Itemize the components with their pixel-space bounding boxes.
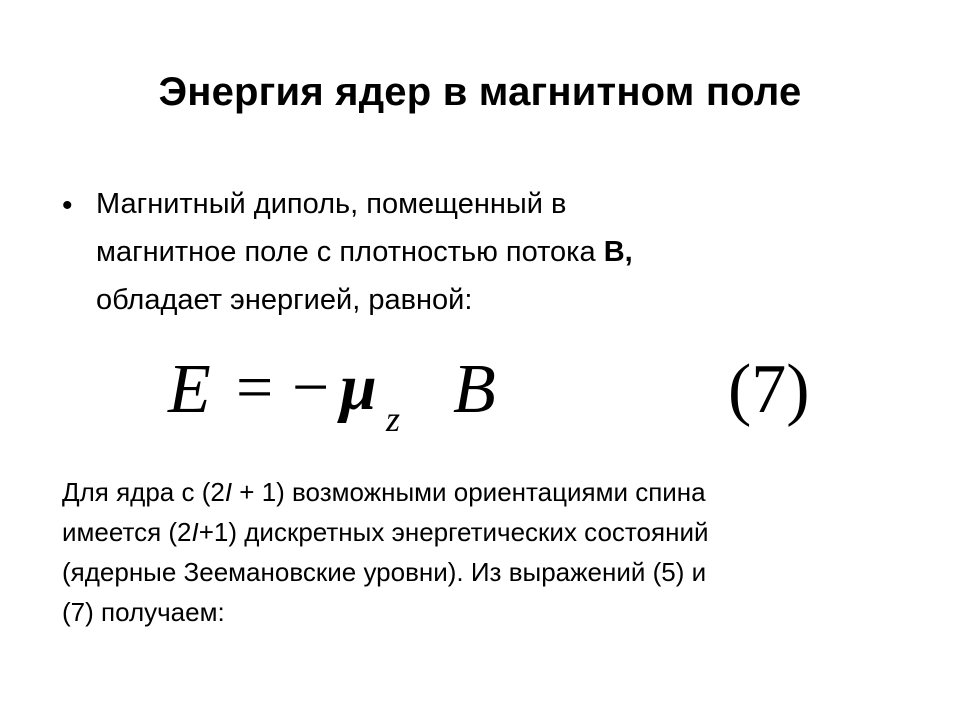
para-text-1: Для ядра с (2 [62,477,225,507]
formula-energy [168,350,868,450]
formula-minus: − [292,351,330,424]
para-italic-I-2: I [191,517,199,547]
formula-B: B [453,351,496,428]
para-text-5: (ядерные Зеемановские уровни). Из выражений (5) и [62,557,707,587]
bullet-line-2: магнитное поле с плотностью потока [96,236,604,268]
formula-equals: = [236,351,274,424]
formula-subscript-z: z [386,399,401,439]
para-text-2: + 1) возможными ориентациями спина [232,477,706,507]
para-text-6: (7) получаем: [62,597,225,627]
formula-E: E [168,351,211,428]
para-text-3: имеется (2 [62,517,192,547]
slide-title: Энергия ядер в магнитном поле [158,70,802,114]
bullet-bold-B: B, [603,236,633,268]
para-text-4: +1) дискретных энергетических состояний [198,517,709,547]
formula-mu: μ [340,351,377,424]
bullet-line-3: обладает энергией, равной: [96,284,473,316]
paragraph [62,472,922,632]
bullet-text [96,180,922,324]
formula-number: (7) [728,351,810,428]
bullet-item [62,180,922,324]
para-italic-I-1: I [224,477,233,507]
bullet-dot-icon: • [62,189,73,222]
bullet-line-1: Магнитный диполь, помещенный в [96,188,567,220]
